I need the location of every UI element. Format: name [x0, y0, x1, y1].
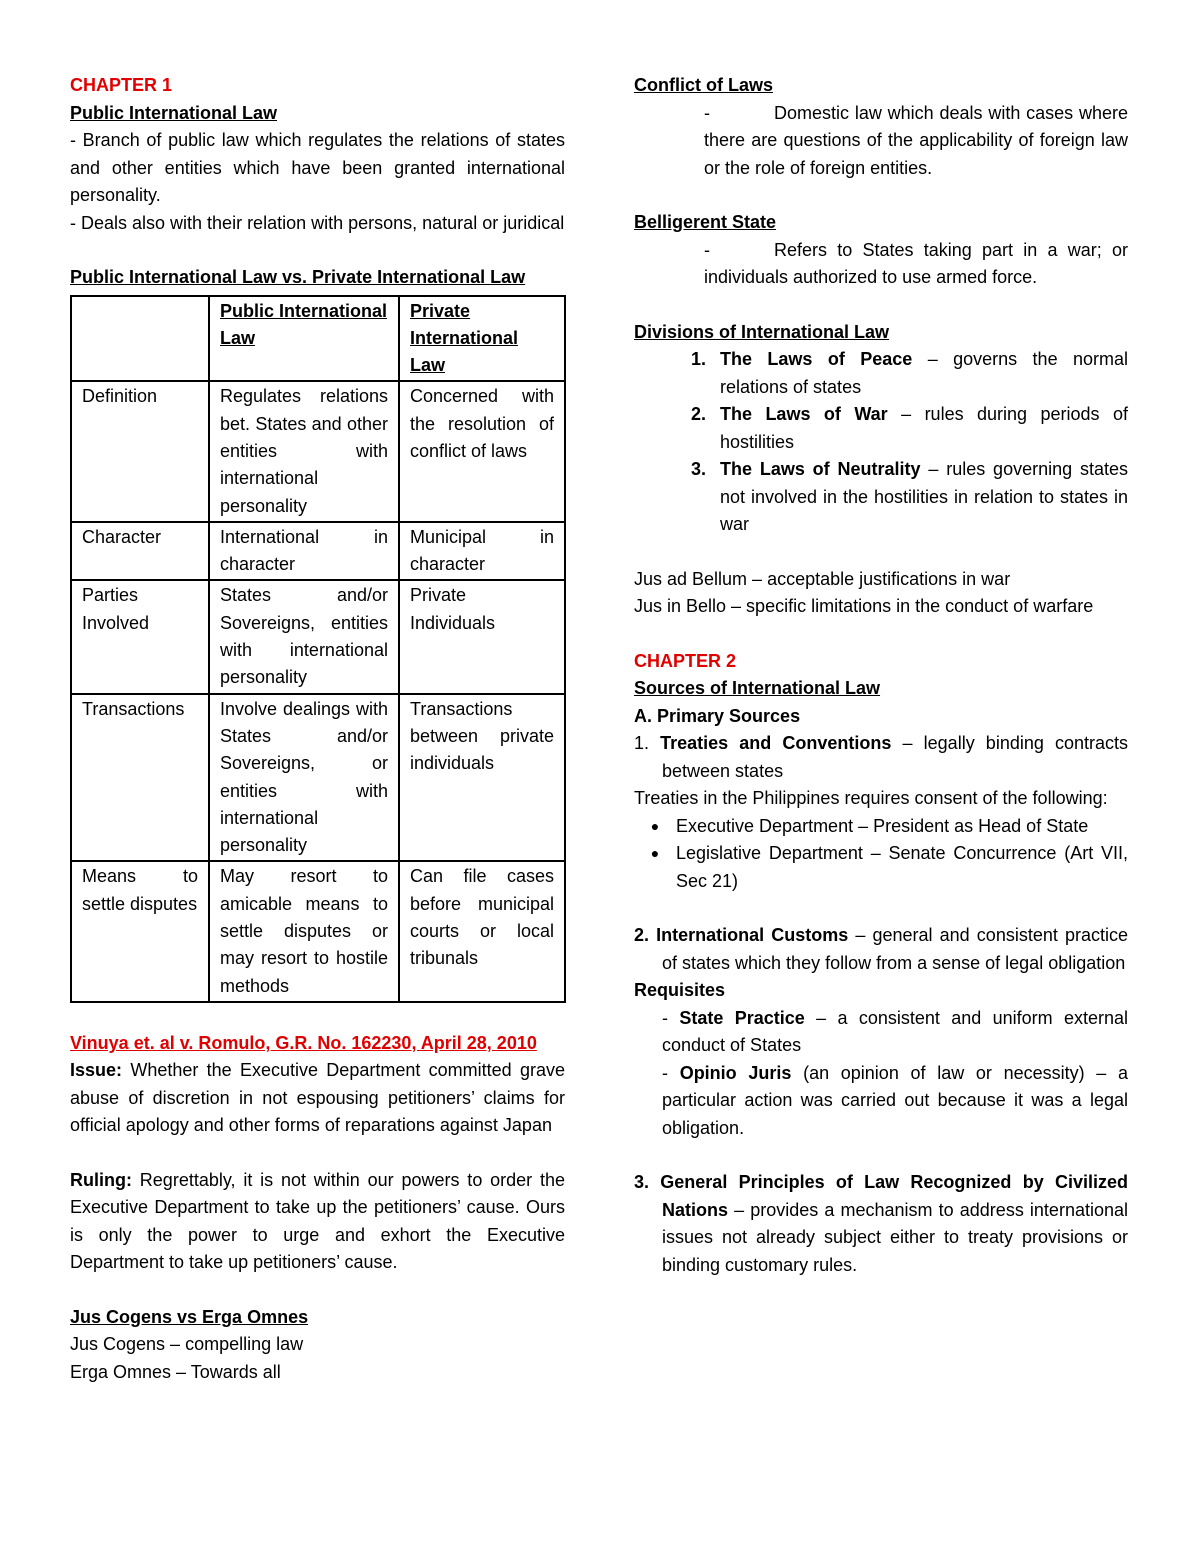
case-issue [70, 1057, 565, 1140]
source-desc: – provides a mechanism to address international issues not already subject either to treaty provisions or binding customary rules. [662, 1199, 1128, 1275]
item-term: The Laws of Peace [720, 349, 913, 369]
row-label: Parties Involved [71, 580, 209, 693]
bullet-icon: ● [650, 845, 660, 861]
comparison-table [70, 295, 566, 1003]
jus-cogens-heading: Jus Cogens vs Erga Omnes [70, 1306, 309, 1327]
row-private: Municipal in character [399, 522, 565, 581]
conflict-dash: - [704, 102, 710, 123]
list-item [634, 346, 1128, 401]
table-header-row [71, 296, 565, 382]
source-term: General Principles of Law Recognized by Civilized Nations [660, 1172, 1128, 1220]
req-desc: – a consistent and uniform external conduct of States [662, 1007, 1128, 1055]
req-term: State Practice [679, 1007, 805, 1028]
source-3 [634, 1169, 1128, 1279]
row-public: Involve dealings with States and/or Sovereigns, or entities with international personality [209, 694, 399, 862]
sources-heading: Sources of International Law [634, 678, 881, 698]
chapter-2-heading: CHAPTER 2 [634, 650, 737, 671]
divisions-list [634, 346, 1128, 539]
item-number: 3. [690, 459, 706, 479]
item-desc: – governs the normal relations of states [720, 349, 1128, 397]
belligerent-text: Refers to States taking part in a war; or individuals authorized to use armed force. [704, 239, 1128, 287]
row-public: States and/or Sovereigns, entities with international personality [209, 580, 399, 693]
list-item [634, 456, 1128, 539]
divisions-heading: Divisions of International Law [634, 321, 890, 342]
belligerent-dash: - [704, 239, 710, 260]
pil-heading: Public International Law [70, 102, 278, 123]
right-column [634, 72, 1128, 1279]
req-dash: - [662, 1007, 680, 1028]
belligerent-item [634, 237, 1128, 292]
treaties-ph: Treaties in the Philippines requires consent of the following: [634, 788, 1108, 808]
bullet-text: Legislative Department – Senate Concurrence (Art VII, Sec 21) [676, 843, 1128, 891]
list-item [634, 813, 1128, 841]
pil-definition-2: - Deals also with their relation with persons, natural or juridical [70, 212, 565, 233]
item-term: The Laws of Neutrality [720, 459, 921, 479]
source-desc: – general and consistent practice of states which they follow from a sense of legal obligation [662, 925, 1128, 973]
row-private: Private Individuals [399, 580, 565, 693]
pil-definition-1: - Branch of public law which regulates the relations of states and other entities which have been granted international personality. [70, 130, 565, 205]
req-term: Opinio Juris [679, 1062, 792, 1083]
row-public: Regulates relations bet. States and other entities with international personality [209, 381, 399, 521]
erga-omnes-def: Erga Omnes – Towards all [70, 1361, 281, 1382]
jus-ad-bellum: Jus ad Bellum – acceptable justifications in war [634, 568, 1011, 589]
case-title: Vinuya et. al v. Romulo, G.R. No. 162230, April 28, 2010 [70, 1032, 537, 1053]
table-row [71, 861, 565, 1001]
row-private: Transactions between private individuals [399, 694, 565, 862]
source-number: 3. [634, 1172, 661, 1192]
source-number: 2. [634, 925, 657, 945]
bullet-text: Executive Department – President as Head of State [676, 815, 1089, 836]
conflict-text: Domestic law which deals with cases where there are questions of the applicability of foreign law or the role of foreign entities. [704, 102, 1128, 178]
row-label: Means to settle disputes [71, 861, 209, 1001]
belligerent-heading: Belligerent State [634, 212, 777, 232]
item-number: 1. [690, 349, 706, 369]
table-header-public: Public International Law [209, 296, 399, 382]
source-term: Treaties and Conventions [660, 733, 892, 753]
list-item [634, 401, 1128, 456]
item-number: 2. [690, 404, 706, 424]
row-private: Concerned with the resolution of conflict of laws [399, 381, 565, 521]
row-public: May resort to amicable means to settle disputes or may resort to hostile methods [209, 861, 399, 1001]
conflict-item [634, 100, 1128, 183]
primary-sources: A. Primary Sources [634, 705, 801, 726]
list-item [634, 840, 1128, 895]
row-label: Transactions [71, 694, 209, 862]
requisites-label: Requisites [634, 980, 726, 1000]
req-desc: (an opinion of law or necessity) – a particular action was carried out because it was a legal obligation. [662, 1062, 1129, 1138]
issue-label: Issue: [70, 1060, 123, 1081]
req-dash: - [662, 1062, 680, 1083]
row-private: Can file cases before municipal courts or local tribunals [399, 861, 565, 1001]
source-term: International Customs [656, 925, 849, 945]
chapter-1-heading: CHAPTER 1 [70, 75, 173, 95]
ruling-label: Ruling: [70, 1169, 132, 1190]
jus-in-bello: Jus in Bello – specific limitations in the conduct of warfare [634, 596, 1094, 616]
table-header-empty [71, 296, 209, 382]
row-label: Character [71, 522, 209, 581]
conflict-heading: Conflict of Laws [634, 75, 773, 95]
table-row [71, 580, 565, 693]
item-desc: – rules during periods of hostilities [720, 404, 1128, 452]
source-2 [634, 922, 1128, 977]
table-row [71, 694, 565, 862]
ruling-text: Regrettably, it is not within our powers to order the Executive Department to take up the petitioners’ cause. Ours is only the power to urge and exhort the Executive Department to take up petitioners’ cause. [70, 1169, 565, 1273]
left-column [70, 72, 565, 1386]
case-ruling [70, 1167, 565, 1277]
table-header-private: Private International Law [399, 296, 565, 382]
item-desc: – rules governing states not involved in the hostilities in relation to states in war [720, 459, 1128, 534]
issue-text: Whether the Executive Department committed grave abuse of discretion in not espousing petitioners’ claims for official apology and other forms of reparations against Japan [70, 1060, 565, 1136]
requisite-1 [634, 1005, 1128, 1060]
row-public: International in character [209, 522, 399, 581]
requisite-2 [634, 1060, 1128, 1143]
row-label: Definition [71, 381, 209, 521]
source-desc: – legally binding contracts between states [662, 733, 1129, 781]
table-row [71, 522, 565, 581]
source-1 [634, 730, 1128, 785]
item-term: The Laws of War [720, 404, 888, 424]
bullet-icon: ● [650, 817, 660, 834]
source-number: 1. [634, 733, 661, 753]
table-row [71, 381, 565, 521]
comparison-heading: Public International Law vs. Private International Law [70, 267, 526, 287]
jus-cogens-def: Jus Cogens – compelling law [70, 1334, 304, 1355]
